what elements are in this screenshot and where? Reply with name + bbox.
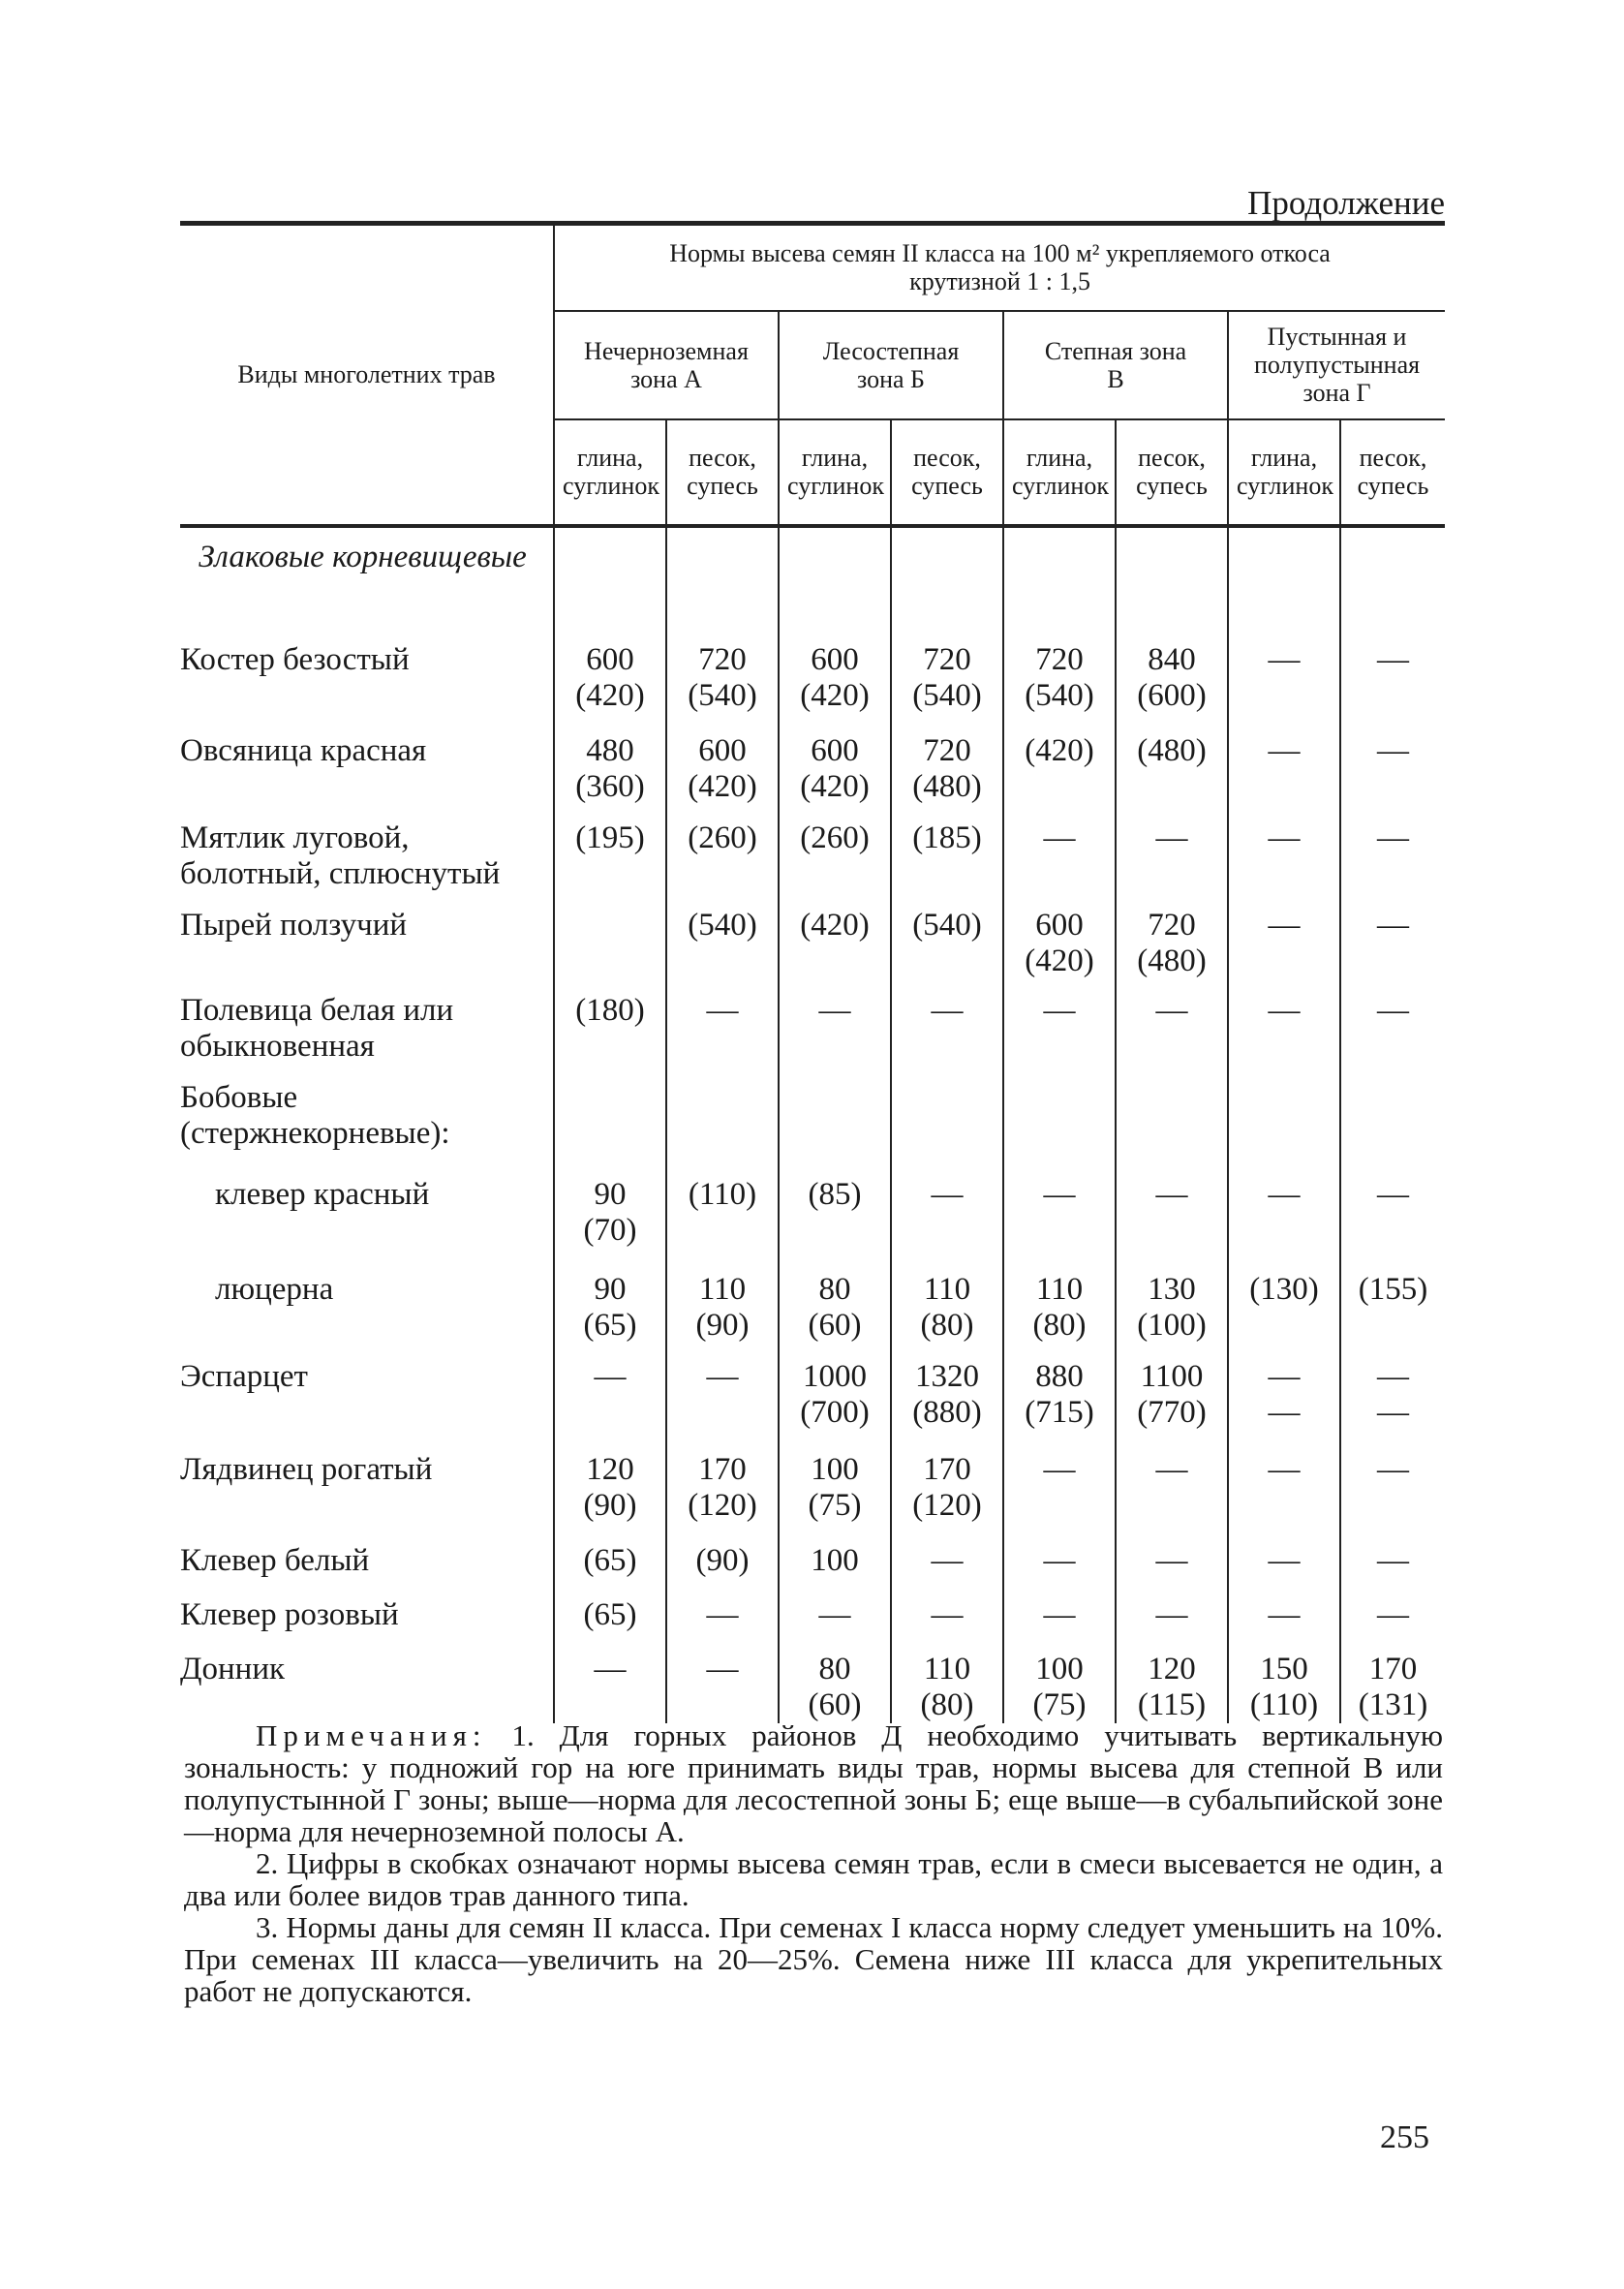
rate-cell: — bbox=[779, 993, 891, 1080]
rate-cell: — bbox=[1340, 908, 1445, 993]
table-row bbox=[180, 1597, 1445, 1652]
rate-cell: 80 (60) bbox=[779, 1272, 891, 1359]
rate-cell: (420) bbox=[1003, 733, 1116, 820]
rate-cell: 90 (70) bbox=[554, 1177, 666, 1272]
zone-header-v: Степная зона В bbox=[1003, 311, 1228, 419]
rate-cell: — bbox=[1116, 1452, 1228, 1543]
empty-cell bbox=[1340, 526, 1445, 642]
empty-cell bbox=[1116, 1080, 1228, 1177]
rate-cell: — bbox=[1228, 1543, 1340, 1597]
rate-cell: — bbox=[1228, 908, 1340, 993]
rate-cell: (260) bbox=[779, 820, 891, 908]
empty-cell bbox=[779, 1080, 891, 1177]
soil-header: песок, супесь bbox=[1340, 419, 1445, 526]
rate-cell: — bbox=[891, 993, 1003, 1080]
main-header: Нормы высева семян II класса на 100 м² укрепляемого откоса крутизной 1 : 1,5 bbox=[554, 224, 1445, 311]
continuation-label: Продолжение bbox=[1247, 184, 1445, 222]
rate-cell: (65) bbox=[554, 1543, 666, 1597]
table-row bbox=[180, 1177, 1445, 1272]
soil-header: песок, супесь bbox=[1116, 419, 1228, 526]
species-name: Донник bbox=[180, 1651, 286, 1686]
soil-header: глина, суглинок bbox=[1228, 419, 1340, 526]
rate-cell: (180) bbox=[554, 993, 666, 1080]
rate-cell: — bbox=[1340, 993, 1445, 1080]
rate-cell: — bbox=[666, 993, 779, 1080]
species-name: Лядвинец рогатый bbox=[180, 1451, 433, 1487]
empty-cell bbox=[779, 526, 891, 642]
soil-header: песок, супесь bbox=[666, 419, 779, 526]
species-name: клевер красный bbox=[215, 1176, 430, 1212]
zone-header-g: Пустынная и полупустынная зона Г bbox=[1228, 311, 1445, 419]
rate-cell: — bbox=[1116, 820, 1228, 908]
rate-cell: — — bbox=[1340, 1359, 1445, 1452]
rate-cell: (185) bbox=[891, 820, 1003, 908]
empty-cell bbox=[554, 1080, 666, 1177]
soil-header: глина, суглинок bbox=[779, 419, 891, 526]
table-row bbox=[180, 733, 1445, 820]
group-label: Бобовые (стержнекорневые): bbox=[180, 1079, 450, 1151]
table-row bbox=[180, 1452, 1445, 1543]
table-row bbox=[180, 908, 1445, 993]
zone-header-a: Нечерноземная зона А bbox=[554, 311, 779, 419]
species-name: Мятлик луговой, болотный, сплюснутый bbox=[180, 820, 501, 891]
zone-header-b: Лесостепная зона Б bbox=[779, 311, 1003, 419]
table-row bbox=[180, 1652, 1445, 1723]
table-row bbox=[180, 993, 1445, 1080]
rate-cell: — bbox=[1003, 1543, 1116, 1597]
species-name: люцерна bbox=[215, 1271, 334, 1307]
rate-cell: 110 (80) bbox=[1003, 1272, 1116, 1359]
rate-cell: — bbox=[779, 1597, 891, 1652]
species-name: Клевер белый bbox=[180, 1542, 370, 1578]
soil-header: глина, суглинок bbox=[1003, 419, 1116, 526]
table-row bbox=[180, 642, 1445, 733]
rate-cell: 480 (360) bbox=[554, 733, 666, 820]
rate-cell: 150 (110) bbox=[1228, 1652, 1340, 1723]
rate-cell: — bbox=[1340, 1543, 1445, 1597]
empty-cell bbox=[1228, 1080, 1340, 1177]
rate-cell: (65) bbox=[554, 1597, 666, 1652]
empty-cell bbox=[1116, 526, 1228, 642]
page-number: 255 bbox=[1380, 2119, 1429, 2155]
rate-cell: 120 (115) bbox=[1116, 1652, 1228, 1723]
empty-cell bbox=[1228, 526, 1340, 642]
empty-cell bbox=[666, 1080, 779, 1177]
rate-cell: 130 (100) bbox=[1116, 1272, 1228, 1359]
rate-cell: 170 (131) bbox=[1340, 1652, 1445, 1723]
empty-cell bbox=[666, 526, 779, 642]
rate-cell: — bbox=[1003, 993, 1116, 1080]
rate-cell: — bbox=[1003, 1452, 1116, 1543]
rate-cell: 1320 (880) bbox=[891, 1359, 1003, 1452]
rate-cell: 100 (75) bbox=[1003, 1652, 1116, 1723]
rate-cell: 720 (480) bbox=[1116, 908, 1228, 993]
rate-cell: — bbox=[1228, 820, 1340, 908]
empty-cell bbox=[891, 1080, 1003, 1177]
rate-cell: — bbox=[666, 1597, 779, 1652]
rate-cell: 90 (65) bbox=[554, 1272, 666, 1359]
rate-cell: 110 (80) bbox=[891, 1272, 1003, 1359]
rate-cell: (540) bbox=[891, 908, 1003, 993]
rate-cell: (540) bbox=[666, 908, 779, 993]
rate-cell: — bbox=[1228, 733, 1340, 820]
species-name: Полевица белая или обыкновенная bbox=[180, 992, 454, 1064]
note-3: 3. Нормы даны для семян II класса. При семенах I класса норму следует уменьшить на 10%. При семенах III класса—увеличить на 20—25%. Семена ниже III класса для укрепительных работ не допускаются. bbox=[184, 1910, 1443, 2008]
rate-cell: 720 (540) bbox=[891, 642, 1003, 733]
table-row bbox=[180, 820, 1445, 908]
rate-cell: — bbox=[1340, 1452, 1445, 1543]
rate-cell: (90) bbox=[666, 1543, 779, 1597]
rate-cell: (155) bbox=[1340, 1272, 1445, 1359]
rate-cell: (195) bbox=[554, 820, 666, 908]
rate-cell: 880 (715) bbox=[1003, 1359, 1116, 1452]
rate-cell: — bbox=[891, 1177, 1003, 1272]
rate-cell: (260) bbox=[666, 820, 779, 908]
table-body bbox=[180, 526, 1445, 1723]
rate-cell: — bbox=[1116, 1543, 1228, 1597]
rate-cell: 100 (75) bbox=[779, 1452, 891, 1543]
rate-cell: — bbox=[1116, 1177, 1228, 1272]
rate-cell: — bbox=[1340, 1597, 1445, 1652]
species-name: Эспарцет bbox=[180, 1358, 308, 1394]
rate-cell: — bbox=[666, 1652, 779, 1723]
rate-cell: 600 (420) bbox=[1003, 908, 1116, 993]
rate-cell: 600 (420) bbox=[666, 733, 779, 820]
rate-cell: — bbox=[554, 1652, 666, 1723]
rate-cell: — bbox=[1228, 993, 1340, 1080]
empty-cell bbox=[1340, 1080, 1445, 1177]
rate-cell: (480) bbox=[1116, 733, 1228, 820]
rate-cell: 110 (80) bbox=[891, 1652, 1003, 1723]
rate-cell: (85) bbox=[779, 1177, 891, 1272]
rate-cell: — bbox=[891, 1543, 1003, 1597]
rate-cell: 120 (90) bbox=[554, 1452, 666, 1543]
rate-cell: — bbox=[1003, 1177, 1116, 1272]
rate-cell: 720 (540) bbox=[666, 642, 779, 733]
rate-cell bbox=[554, 908, 666, 993]
species-name: Овсяница красная bbox=[180, 732, 427, 768]
table-row bbox=[180, 1543, 1445, 1597]
rate-cell: — bbox=[1340, 820, 1445, 908]
group-label: Злаковые корневищевые bbox=[199, 539, 527, 574]
rate-cell: 720 (480) bbox=[891, 733, 1003, 820]
rate-cell: 600 (420) bbox=[554, 642, 666, 733]
soil-header: глина, суглинок bbox=[554, 419, 666, 526]
rate-cell: — bbox=[1003, 1597, 1116, 1652]
rate-cell: — bbox=[1003, 820, 1116, 908]
rate-cell: 600 (420) bbox=[779, 733, 891, 820]
note-1-text: 1. Для горных районов Д необходимо учитывать вертикальную зональность: у подножий гор на юге принимать виды трав, нормы высева для степной В или полупустынной Г зоны; выше—норма для лесостепной зоны Б; еще выше—в субальпийской зоне—норма для нечерноземной полосы А. bbox=[184, 1718, 1443, 1848]
rate-cell: 110 (90) bbox=[666, 1272, 779, 1359]
species-name: Костер безостый bbox=[180, 641, 410, 677]
rate-cell: 600 (420) bbox=[779, 642, 891, 733]
rate-cell: — bbox=[1228, 642, 1340, 733]
rate-cell: — bbox=[1116, 993, 1228, 1080]
rate-cell: 100 bbox=[779, 1543, 891, 1597]
rate-cell: — bbox=[1340, 1177, 1445, 1272]
empty-cell bbox=[891, 526, 1003, 642]
rate-cell: — — bbox=[1228, 1359, 1340, 1452]
notes bbox=[184, 1719, 1443, 2007]
rate-cell: — bbox=[1228, 1452, 1340, 1543]
rate-cell: (130) bbox=[1228, 1272, 1340, 1359]
table-row bbox=[180, 1272, 1445, 1359]
rate-cell: — bbox=[1228, 1177, 1340, 1272]
rate-cell: — bbox=[891, 1597, 1003, 1652]
rate-cell: — bbox=[666, 1359, 779, 1452]
rate-cell: — bbox=[1228, 1597, 1340, 1652]
empty-cell bbox=[1003, 526, 1116, 642]
empty-cell bbox=[1003, 1080, 1116, 1177]
note-2: 2. Цифры в скобках означают нормы высева семян трав, если в смеси высевается не один, а два или более видов трав данного типа. bbox=[184, 1846, 1443, 1912]
seeding-rates-table bbox=[180, 221, 1445, 1723]
rate-cell: — bbox=[1340, 733, 1445, 820]
rate-cell: — bbox=[1340, 642, 1445, 733]
rate-cell: (110) bbox=[666, 1177, 779, 1272]
rate-cell: 840 (600) bbox=[1116, 642, 1228, 733]
species-name: Пырей ползучий bbox=[180, 907, 408, 943]
rate-cell: 720 (540) bbox=[1003, 642, 1116, 733]
row-header: Виды многолетних трав bbox=[237, 360, 496, 389]
rate-cell: 80 (60) bbox=[779, 1652, 891, 1723]
rate-cell: — bbox=[1116, 1597, 1228, 1652]
rate-cell: 170 (120) bbox=[891, 1452, 1003, 1543]
note-1 bbox=[184, 1719, 1443, 1847]
notes-label: Примечания: bbox=[256, 1718, 487, 1752]
rate-cell: 1000 (700) bbox=[779, 1359, 891, 1452]
rate-cell: (420) bbox=[779, 908, 891, 993]
empty-cell bbox=[554, 526, 666, 642]
group-row bbox=[180, 1080, 1445, 1177]
rate-cell: 1100 (770) bbox=[1116, 1359, 1228, 1452]
species-name: Клевер розовый bbox=[180, 1596, 399, 1632]
group-row bbox=[180, 526, 1445, 642]
soil-header: песок, супесь bbox=[891, 419, 1003, 526]
rate-cell: 170 (120) bbox=[666, 1452, 779, 1543]
rate-cell: — bbox=[554, 1359, 666, 1452]
table-row bbox=[180, 1359, 1445, 1452]
